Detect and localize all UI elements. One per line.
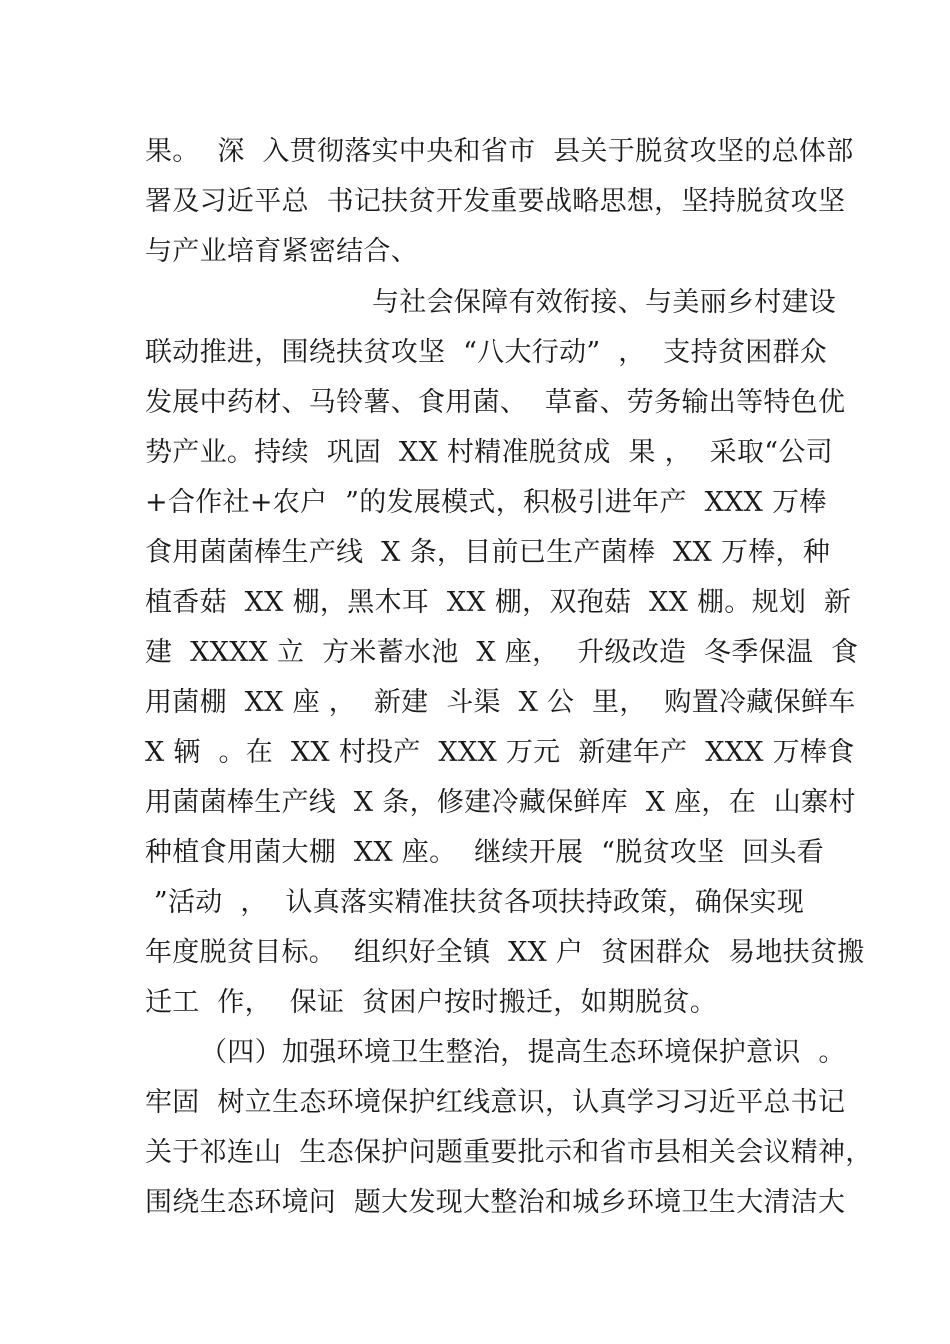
text-line: 年度脱贫目标。 组织好全镇 XX 户 贫困群众 易地扶贫搬 (145, 937, 865, 968)
text-line: 食用菌菌棒生产线 X 条，目前已生产菌棒 XX 万棒，种 (145, 537, 831, 568)
text-line: 势产业。持续 巩固 XX 村精准脱贫成 果 ， 采取“公司 (145, 437, 833, 468)
text-line: 发展中药材、马铃薯、食用菌、 草畜、劳务输出等特色优 (145, 387, 846, 418)
text-line: 迁工 作， 保证 贫困户按时搬迁，如期脱贫。 (145, 987, 717, 1018)
text-line: 用菌棚 XX 座 ， 新建 斗渠 X 公 里， 购置冷藏保鲜车 (145, 687, 856, 718)
text-line: 种植食用菌大棚 XX 座。 继续开展 “脱贫攻坚 回头看 (145, 837, 825, 868)
text-line: 围绕生态环境问 题大发现大整治和城乡环境卫生大清洁大 (145, 1187, 846, 1218)
text-line: 关于祁连山 生态保护问题重要批示和省市县相关会议精神， (145, 1137, 873, 1168)
text-line: 建 XXXX 立 方米蓄水池 X 座， 升级改造 冬季保温 食 (145, 637, 859, 668)
text-line: 署及习近平总 书记扶贫开发重要战略思想，坚持脱贫攻坚 (145, 186, 846, 217)
text-line: 与社会保障有效衔接、与美丽乡村建设 (372, 287, 837, 318)
text-line: 牢固 树立生态环境保护红线意识，认真学习习近平总书记 (145, 1087, 846, 1118)
text-line: X 辆 。在 XX 村投产 XXX 万元 新建年产 XXX 万棒食 (145, 737, 855, 768)
text-line: 联动推进，围绕扶贫攻坚 “八大行动” ， 支持贫困群众 (145, 337, 828, 368)
text-line: +合作社+农户 ”的发展模式，积极引进年产 XXX 万棒 (145, 487, 827, 518)
text-line: 植香菇 XX 棚，黑木耳 XX 棚，双孢菇 XX 棚。规划 新 (145, 587, 852, 618)
text-line: 果。 深 入贯彻落实中央和省市 县关于脱贫攻坚的总体部 (145, 136, 854, 167)
text-line: 用菌菌棒生产线 X 条，修建冷藏保鲜库 X 座，在 山寨村 (145, 787, 856, 818)
text-line: ”活动 ， 认真落实精准扶贫各项扶持政策，确保实现 (145, 887, 805, 918)
text-line: 与产业培育紧密结合、 (145, 236, 418, 267)
section-heading: （四）加强环境卫生整治，提高生态环境保护意识 。 (200, 1037, 846, 1068)
